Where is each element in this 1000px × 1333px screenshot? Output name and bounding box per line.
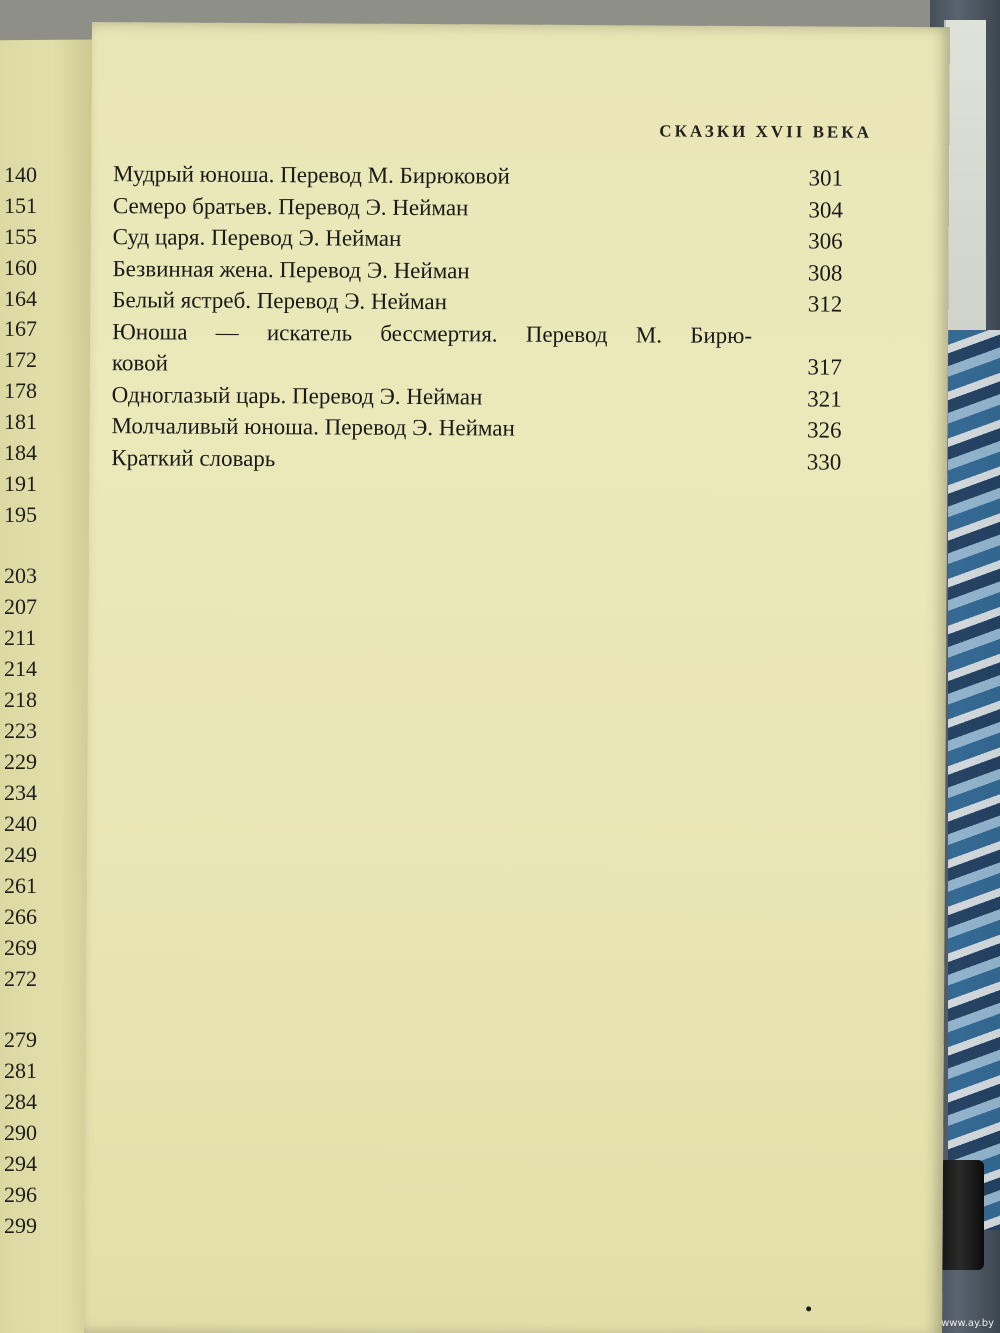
left-page-number: 290 [4, 1120, 37, 1145]
toc-entry-page: 304 [808, 196, 843, 223]
left-page-number: 214 [4, 656, 37, 681]
toc-entry-title: Семеро братьев. Перевод Э. Нейман [112, 192, 469, 220]
left-page-numbers [0, 0, 80, 1333]
left-page-number: 160 [4, 255, 37, 280]
left-page-number: 296 [4, 1182, 37, 1207]
left-page-number: 299 [4, 1213, 37, 1238]
toc-entry-page: 308 [807, 259, 843, 286]
toc-word: бессмертия. [380, 320, 498, 346]
left-page-number: 266 [4, 904, 37, 929]
toc-entry-title: Белый ястреб. Перевод Э. Нейман [112, 287, 448, 315]
toc-entry-title: Молчаливый юноша. Перевод Э. Нейман [111, 413, 515, 441]
left-page-number: 151 [4, 193, 37, 218]
left-page-number: 203 [4, 563, 37, 588]
cover-illustration [948, 330, 1000, 1230]
left-page-number: 284 [4, 1089, 37, 1114]
toc-entry-page: 321 [807, 385, 842, 412]
left-page-number: 249 [4, 842, 37, 867]
left-page-number: 140 [4, 162, 37, 187]
toc-entry-page: 326 [806, 417, 842, 443]
left-page-number: 269 [4, 935, 37, 960]
left-page-number: 223 [4, 718, 37, 743]
left-page-number: 211 [4, 625, 37, 650]
bookmark-clip [936, 1160, 984, 1270]
left-page-number: 234 [4, 780, 37, 805]
toc-entry [113, 158, 843, 194]
toc-entry-page: 306 [808, 228, 843, 254]
left-page-number: 207 [4, 594, 37, 619]
left-page-number: 218 [4, 687, 37, 712]
toc-entry-title: Одноглазый царь. Перевод Э. Нейман [111, 381, 483, 409]
left-page-number: 279 [4, 1027, 37, 1052]
table-of-contents [111, 158, 843, 477]
watermark: www.ay.by [941, 1318, 994, 1329]
running-header: СКАЗКИ XVII ВЕКА [659, 121, 872, 142]
book-page [84, 22, 950, 1333]
toc-word: Перевод [525, 321, 608, 347]
toc-entry [111, 410, 841, 446]
toc-entry [113, 190, 843, 226]
page-dot [806, 1306, 811, 1311]
left-page-number: 172 [4, 347, 37, 372]
cover-endpaper [944, 20, 986, 330]
toc-entry-title: Суд царя. Перевод Э. Нейман [112, 224, 402, 251]
left-page-number: 178 [4, 378, 37, 403]
toc-entry-title: Краткий словарь [111, 444, 276, 471]
left-page-number: 181 [4, 409, 37, 434]
left-page-number: 191 [4, 471, 37, 496]
left-page-number: 155 [4, 224, 37, 249]
toc-entry-page: 330 [806, 448, 842, 475]
toc-entry-title [112, 316, 752, 351]
left-page-number: 272 [4, 966, 37, 991]
toc-word: М. [635, 321, 663, 347]
toc-entry [112, 379, 842, 415]
left-page-number: 195 [4, 502, 37, 527]
left-page-number: 261 [4, 873, 37, 898]
left-page-number: 281 [4, 1058, 37, 1083]
left-page-number: 294 [4, 1151, 37, 1176]
left-page-number: 229 [4, 749, 37, 774]
left-page-number: 167 [4, 316, 37, 341]
toc-entry [112, 284, 842, 320]
left-page-number: 240 [4, 811, 37, 836]
toc-entry [113, 221, 843, 257]
toc-entry-page: 301 [808, 165, 844, 191]
left-page-number: 184 [4, 440, 37, 465]
toc-entry-page: 317 [807, 354, 842, 380]
toc-entry-title: ковой [111, 350, 169, 376]
toc-entry [112, 253, 842, 289]
toc-entry [112, 316, 842, 352]
toc-word: — [215, 319, 239, 345]
left-page-number: 164 [4, 286, 37, 311]
toc-word: искатель [266, 319, 353, 346]
toc-entry-title: Мудрый юноша. Перевод М. Бирюковой [112, 161, 510, 189]
toc-entry [111, 442, 841, 478]
toc-entry-page: 312 [807, 291, 843, 317]
toc-entry [112, 347, 842, 383]
toc-word: Бирю- [690, 322, 753, 348]
toc-word: Юноша [112, 318, 188, 345]
toc-entry-title: Безвинная жена. Перевод Э. Нейман [112, 255, 470, 283]
